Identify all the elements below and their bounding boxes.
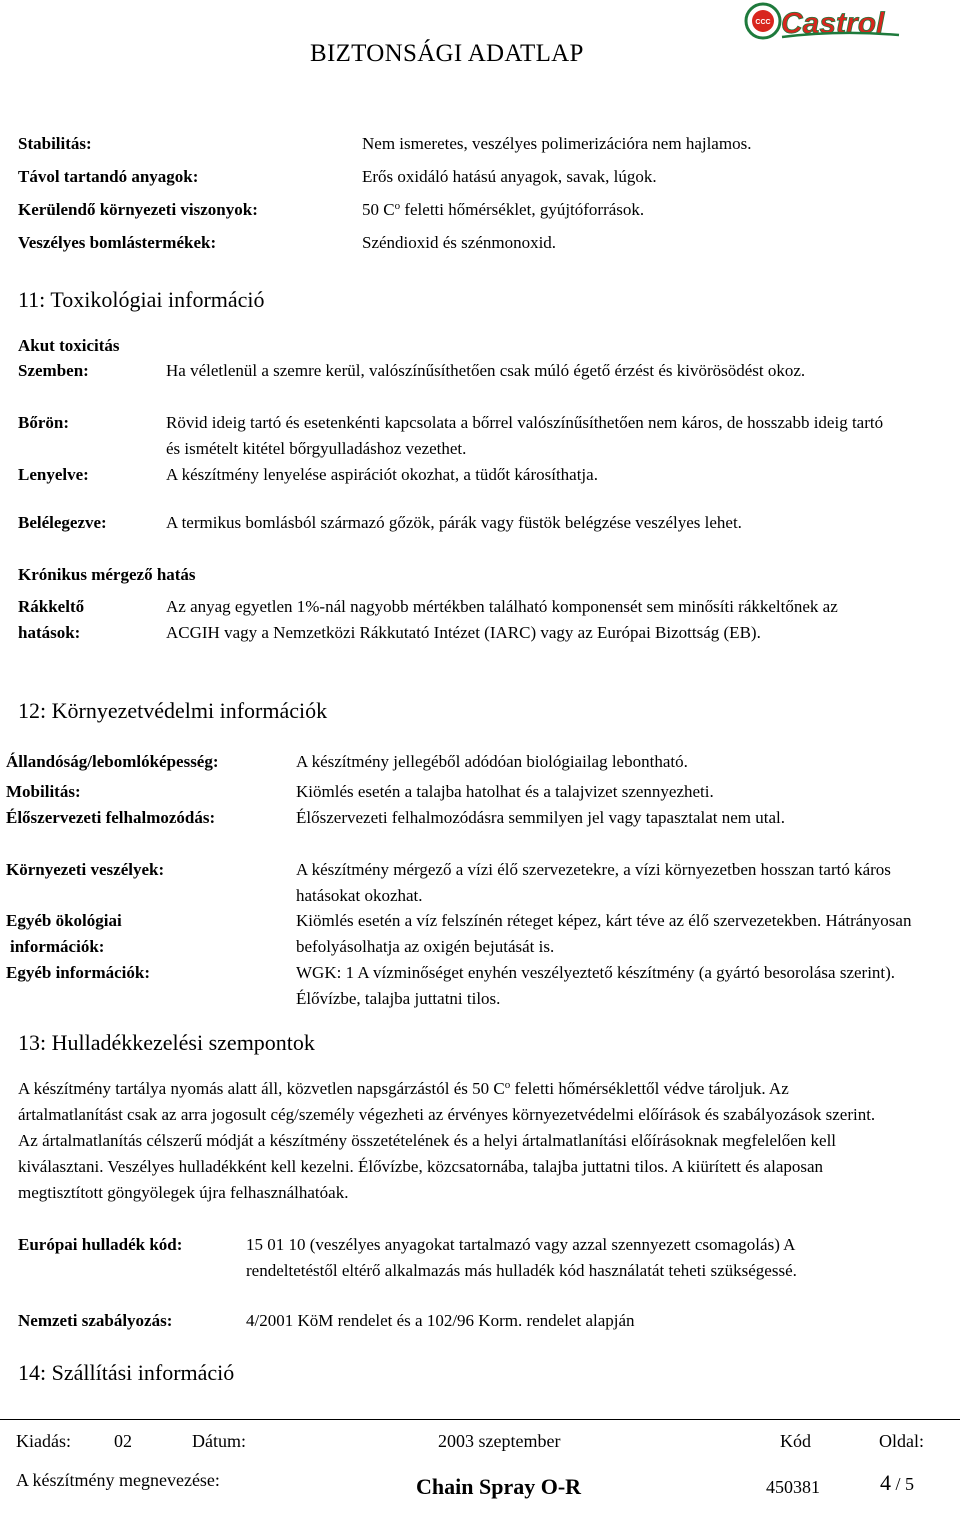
section-14-heading: 14: Szállítási információ [18, 1360, 235, 1385]
footer-product-label: A készítmény megnevezése: [16, 1470, 220, 1490]
section-11-heading: 11: Toxikológiai információ [18, 287, 265, 312]
decomposition-label: Veszélyes bomlástermékek: [18, 233, 217, 252]
logo-wordmark: Castrol [781, 7, 885, 40]
decomposition-value: Széndioxid és szénmonoxid. [362, 233, 557, 252]
carcinogenic-label-2: hatások: [18, 623, 81, 642]
skin-value: Rövid ideig tartó és esetenkénti kapcsolata a bőrrel valószínűsíthetően nem káros, de hosszabb ideig tartó és ismételt kitétel bőrgyulladáshoz vezethet. [166, 413, 884, 458]
stability-label: Stabilitás: [18, 134, 92, 153]
skin-label: Bőrön: [18, 413, 69, 432]
eye-value: Ha véletlenül a szemre kerül, valószínűsíthetően csak múló égető érzést és kivörösödést okoz. [166, 361, 806, 380]
footer-divider [0, 1419, 960, 1420]
other-info-value: WGK: 1 A vízminőséget enyhén veszélyeztető készítmény (a gyártó besorolása szerint). Élővízbe, talajba juttatni tilos. [296, 963, 896, 1008]
document-title: BIZTONSÁGI ADATLAP [310, 40, 584, 67]
national-regulation-label: Nemzeti szabályozás: [18, 1311, 173, 1330]
inhalation-value: A termikus bomlásból származó gőzök, párák vagy füstök belégzése veszélyes lehet. [166, 513, 742, 532]
bioaccumulation-label: Élőszervezeti felhalmozódás: [6, 808, 216, 827]
footer-code-label: Kód [780, 1431, 811, 1451]
national-regulation-value: 4/2001 KöM rendelet és a 102/96 Korm. rendelet alapján [246, 1311, 635, 1330]
logo-small-text: CCC [755, 19, 771, 26]
castrol-logo [744, 2, 904, 42]
degradability-label: Állandóság/lebomlóképesség: [6, 752, 219, 771]
conditions-value: 50 $C^o$ feletti hőmérséklet, gyújtóforrások. [362, 200, 645, 219]
footer-date-label: Dátum: [192, 1431, 246, 1451]
degradability-value: A készítmény jellegéből adódóan biológiailag lebontható. [296, 752, 688, 771]
footer-date-value: 2003 szeptember [438, 1431, 561, 1451]
footer-issue-value: 02 [114, 1431, 132, 1451]
eu-waste-code-label: Európai hulladék kód: [18, 1235, 183, 1254]
other-eco-label-1: Egyéb ökológiai [6, 911, 122, 930]
mobility-label: Mobilitás: [6, 782, 81, 801]
conditions-label: Kerülendő környezeti viszonyok: [18, 200, 258, 219]
chronic-toxicity-label: Krónikus mérgező hatás [18, 565, 196, 584]
mobility-value: Kiömlés esetén a talajba hatolhat és a talajvizet szennyezheti. [296, 782, 714, 801]
footer-issue-label: Kiadás: [16, 1431, 71, 1451]
section-13-heading: 13: Hulladékkezelési szempontok [18, 1030, 315, 1055]
other-info-label: Egyéb információk: [6, 963, 151, 982]
section-12-heading: 12: Környezetvédelmi információk [18, 698, 328, 723]
bioaccumulation-value: Élőszervezeti felhalmozódásra semmilyen jel vagy tapasztalat nem utal. [296, 808, 786, 827]
footer-page-number: 4 / 5 [880, 1470, 915, 1495]
env-hazards-value: A készítmény mérgező a vízi élő szervezetekre, a vízi környezetben hosszan tartó káros hatásokat okozhat. [296, 860, 891, 905]
other-eco-label-2: információk: [10, 937, 105, 956]
acute-toxicity-label: Akut toxicitás [18, 336, 120, 355]
eu-waste-code-value: 15 01 10 (veszélyes anyagokat tartalmazó vagy azzal szennyezett csomagolás) A rendeltetéstől eltérő alkalmazás más hulladék kód használatát teheti szükségessé. [246, 1235, 797, 1280]
incompatible-label: Távol tartandó anyagok: [18, 167, 199, 186]
inhalation-label: Belélegezve: [18, 513, 107, 532]
footer-product-name: Chain Spray O-R [416, 1474, 582, 1499]
ingestion-label: Lenyelve: [18, 465, 89, 484]
carcinogenic-value: Az anyag egyetlen 1%-nál nagyobb mértékben található komponensét sem minősíti rákkeltőnek az ACGIH vagy a Nemzetközi Rákkutató Intézet (IARC) vagy az Európai Bizottság (EB). [166, 597, 838, 642]
footer-code-value: 450381 [766, 1477, 820, 1497]
stability-value: Nem ismeretes, veszélyes polimerizációra nem hajlamos. [362, 134, 752, 153]
env-hazards-label: Környezeti veszélyek: [6, 860, 165, 879]
ingestion-value: A készítmény lenyelése aspirációt okozhat, a tüdőt károsíthatja. [166, 465, 598, 484]
eye-label: Szemben: [18, 361, 89, 380]
footer-page-label: Oldal: [879, 1431, 924, 1451]
incompatible-value: Erős oxidáló hatású anyagok, savak, lúgok. [362, 167, 657, 186]
other-eco-value: Kiömlés esetén a víz felszínén réteget képez, kárt téve az élő szervezetekben. Hátrányosan befolyásolhatja az oxigén bejutását is. [296, 911, 912, 956]
waste-paragraph: A készítmény tartálya nyomás alatt áll, közvetlen napsgárzástól és 50 $C^o$ feletti hőmérséklettől védve tároljuk. Az ártalmatlanítást csak az arra jogosult cég/személy végezheti az érvényes környezetvédelmi előírások és szabályozások szerint. Az ártalmatlanítás célszerű módját a készítmény összetételének és a helyi ártalmatlanítási előírásoknak megfelelően kell kiválasztani. Veszélyes hulladékként kell kezelni. Élővízbe, közcsatornába, talajba juttatni tilos. A kiürített és alaposan megtisztított göngyölegek újra felhasználhatóak. [18, 1079, 876, 1202]
carcinogenic-label-1: Rákkeltő [18, 597, 85, 616]
